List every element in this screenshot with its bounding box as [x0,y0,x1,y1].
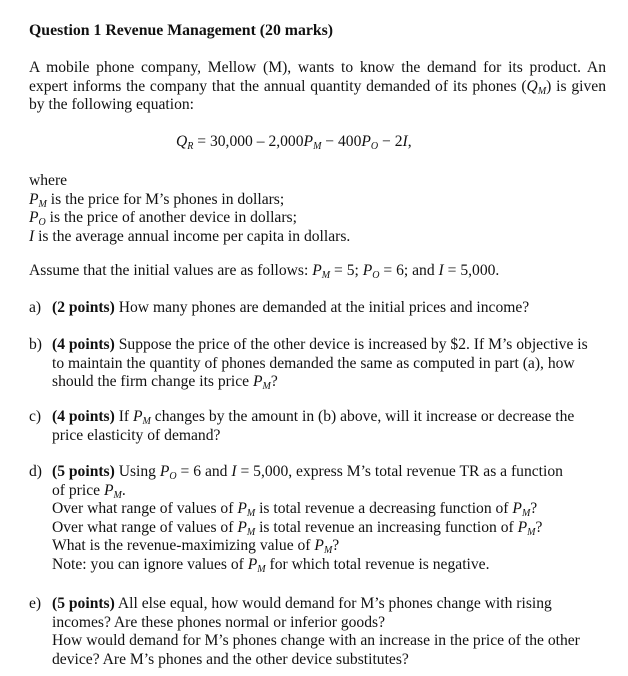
question-text: ? [270,373,278,391]
sym-sub: M [521,508,531,520]
question-text: is total revenue an increasing function of [255,518,518,536]
sym: P [159,463,170,480]
intro-text-start: A mobile phone company, Mellow (M), wants to know the demand for its product. An expert informs the company that the annual quantity demanded of its phones ( [29,59,606,95]
points: (4 points) [52,336,115,353]
def-pm [29,191,350,210]
assume-text: = 5,000. [443,262,500,279]
question-e [29,595,606,669]
def-po [29,209,350,228]
sym-sub: O [38,217,46,229]
eq-i: I [402,133,408,150]
question-text: incomes? Are these phones normal or inferior goods? [52,613,386,631]
assume-text: = 6; and [379,262,439,279]
sym-sub: O [169,471,177,482]
question-c [29,408,606,445]
question-text: ? [530,500,538,518]
eq-po-sub: O [370,141,379,152]
def-text: is the price for M’s phones in dollars; [46,190,285,208]
sym-sub: M [527,526,536,538]
sym-sub: M [246,526,256,538]
sym: P [247,555,258,573]
sym: P [314,537,324,555]
sym: P [312,262,322,279]
sym: P [133,408,143,425]
points: (5 points) [52,463,115,480]
question-text: If [114,408,134,425]
variable-definitions [29,172,350,246]
eq-part: − 400 [321,133,362,150]
question-text: = 6 and [176,463,232,480]
question-text: of price [52,481,104,499]
question-d [29,463,606,575]
question-text: How many phones are demanded at the initial prices and income? [114,299,530,316]
sym-sub: M [323,545,333,557]
question-label: b) [29,336,42,353]
sym-sub: O [372,270,380,281]
question-label: d) [29,463,42,480]
assume-text: Assume that the initial values are as follows: [29,262,313,279]
question-text: ? [332,537,340,555]
sym-sub: M [257,563,266,575]
q-subscript: M [537,85,547,97]
question-text: What is the revenue-maximizing value of [52,537,315,555]
sym: I [29,227,35,245]
question-label: c) [29,408,42,425]
def-text: is the average annual income per capita in dollars. [34,227,351,245]
sym-sub: M [113,489,122,501]
question-text: . [121,481,126,499]
sym: P [517,518,528,536]
sym: P [29,209,39,227]
eq-lhs-sub: R [187,141,194,152]
question-a [29,299,606,318]
eq-part: − 2 [378,133,403,150]
def-i [29,228,350,247]
question-text: to maintain the quantity of phones demanded the same as computed in part (a), how [52,354,575,372]
question-text: All else equal, how would demand for M’s phones change with rising [114,595,552,612]
intro-paragraph [29,59,606,115]
sym: P [512,500,522,518]
sym-sub: M [142,416,151,427]
sym: I [438,262,444,279]
question-b [29,336,606,392]
sym-sub: M [321,270,331,281]
question-label: e) [29,595,42,612]
sym: P [103,481,114,499]
question-text: Suppose the price of the other device is increased by $2. If M’s objective is [114,336,588,353]
question-title: Question 1 Revenue Management (20 marks) [29,22,334,39]
question-text: changes by the amount in (b) above, will it increase or decrease the [150,408,575,425]
points: (5 points) [52,595,115,612]
sym: P [29,190,39,208]
sym-sub: M [262,381,271,393]
sym-sub: M [38,198,47,210]
question-text: Over what range of values of [52,500,238,518]
question-text: should the firm change its price [52,373,253,391]
eq-po: P [361,133,371,150]
intro-text-end: ) is given by the following equation: [29,77,606,114]
sym: P [237,500,247,518]
def-text: is the price of another device in dollars; [45,209,297,227]
initial-values [29,262,499,281]
question-text: for which total revenue is negative. [265,555,490,573]
eq-pm-sub: M [313,141,322,152]
sym: P [362,262,373,279]
question-text: How would demand for M’s phones change with an increase in the price of the other [52,632,580,650]
sym: P [252,373,263,391]
points: (4 points) [52,408,115,425]
sym-sub: M [246,508,256,520]
sym: I [231,463,237,480]
question-text: = 5,000, express M’s total revenue TR as a function [236,463,563,480]
where-label: where [29,172,68,189]
question-text: Note: you can ignore values of [52,555,248,573]
question-text: Using [114,463,160,480]
demand-equation [176,133,412,152]
eq-part: , [407,133,412,150]
sym: P [237,518,247,536]
question-label: a) [29,299,42,316]
assume-text: = 5; [330,262,363,279]
question-text: price elasticity of demand? [52,426,221,444]
question-text: is total revenue a decreasing function of [255,500,513,518]
question-text: Over what range of values of [52,518,238,536]
eq-lhs: Q [176,133,188,150]
points: (2 points) [52,299,115,316]
eq-part: = 30,000 – 2,000 [193,133,304,150]
question-text: ? [535,518,543,536]
eq-pm: P [303,133,314,150]
question-text: device? Are M’s phones and the other device substitutes? [52,650,409,668]
q-symbol: Q [526,77,538,95]
